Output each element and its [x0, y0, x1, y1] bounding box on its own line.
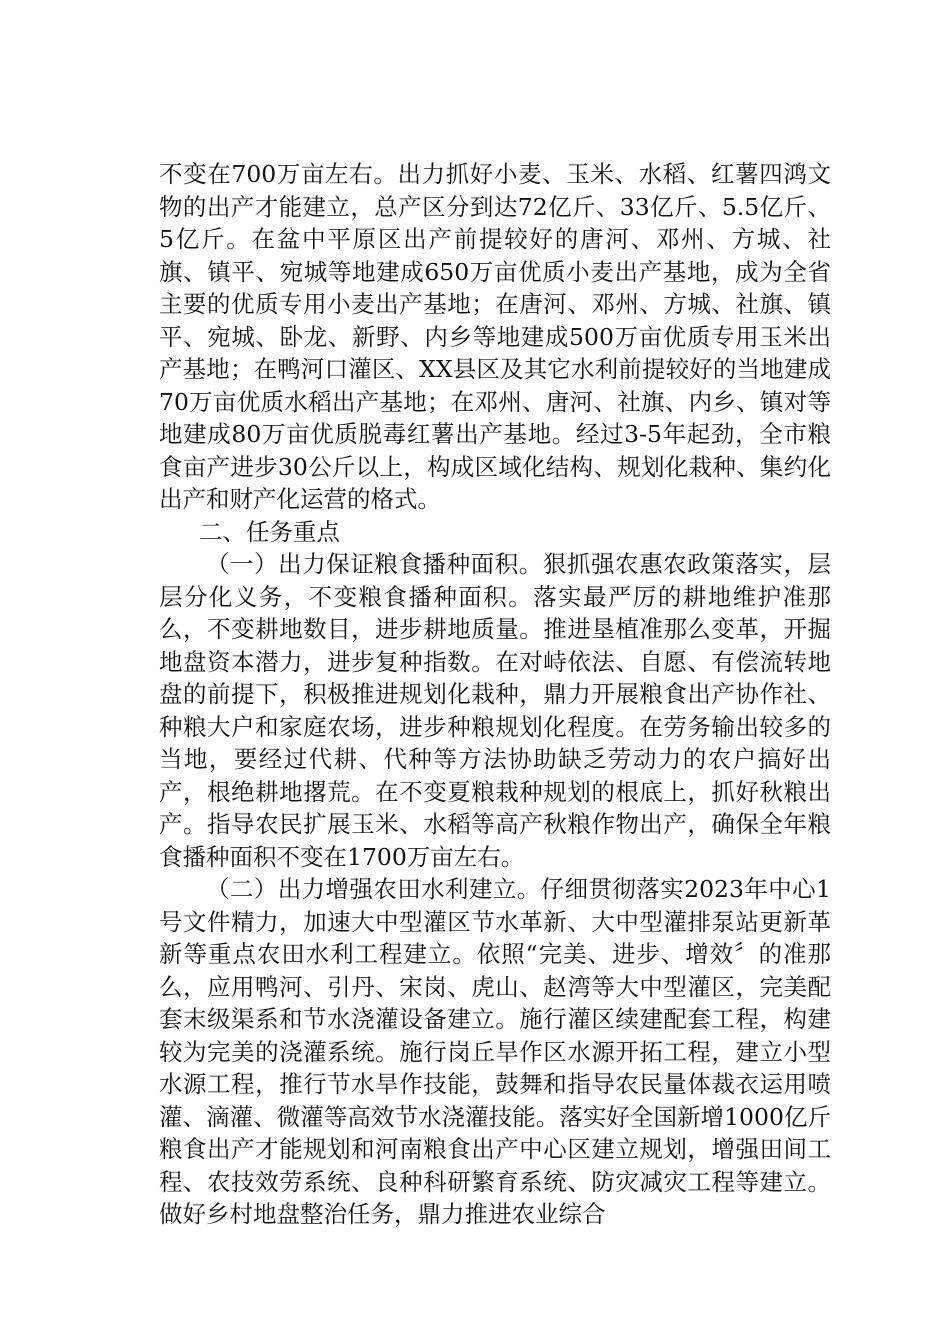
document-body [159, 158, 831, 1231]
paragraph-item-1: （一）出力保证粮食播种面积。狠抓强农惠农政策落实，层层分化义务，不变粮食播种面积。落实最严厉的耕地维护准那么，不变耕地数目，进步耕地质量。推进垦植准那么变革，开掘地盘资本潜力，进步复种指数。在对峙依法、自愿、有偿流转地盘的前提下，积极推进规划化栽种，鼎力开展粮食出产协作社、种粮大户和家庭农场，进步种粮规划化程度。在劳务输出较多的当地，要经过代耕、代种等方法协助缺乏劳动力的农户搞好出产，根绝耕地撂荒。在不变夏粮栽种规划的根底上，抓好秋粮出产。指导农民扩展玉米、水稻等高产秋粮作物出产，确保全年粮食播种面积不变在1700万亩左右。 [159, 550, 831, 871]
section-heading: 二、任务重点 [198, 517, 340, 546]
paragraph-continuation: 不变在700万亩左右。出力抓好小麦、玉米、水稻、红薯四鸿文物的出产才能建立，总产区分到达72亿斤、33亿斤、5.5亿斤、5亿斤。在盆中平原区出产前提较好的唐河、邓州、方城、社旗、镇平、宛城等地建成650万亩优质小麦出产基地，成为全省主要的优质专用小麦出产基地；在唐河、邓州、方城、社旗、镇平、宛城、卧龙、新野、内乡等地建成500万亩优质专用玉米出产基地；在鸭河口灌区、XX县区及其它水利前提较好的当地建成70万亩优质水稻出产基地；在邓州、唐河、社旗、内乡、镇对等地建成80万亩优质脱毒红薯出产基地。经过3-5年起劲，全市粮食亩产进步30公斤以上，构成区域化结构、规划化栽种、集约化出产和财产化运营的格式。 [159, 160, 831, 513]
paragraph-item-2: （二）出力增强农田水利建立。仔细贯彻落实2023年中心1号文件精力，加速大中型灌区节水革新、大中型灌排泵站更新革新等重点农田水利工程建立。依照“完美、进步、增效〞的准那么，应用鸭河、引丹、宋岗、虎山、赵湾等大中型灌区，完美配套末级渠系和节水浇灌设备建立。施行灌区续建配套工程，构建较为完美的浇灌系统。施行岗丘旱作区水源开拓工程，建立小型水源工程，推行节水旱作技能，鼓舞和指导农民量体裁衣运用喷灌、滴灌、微灌等高效节水浇灌技能。落实好全国新增1000亿斤粮食出产才能规划和河南粮食出产中心区建立规划，增强田间工程、农技效劳系统、良种科研繁育系统、防灾减灾工程等建立。做好乡村地盘整治任务，鼎力推进农业综合 [159, 875, 831, 1228]
